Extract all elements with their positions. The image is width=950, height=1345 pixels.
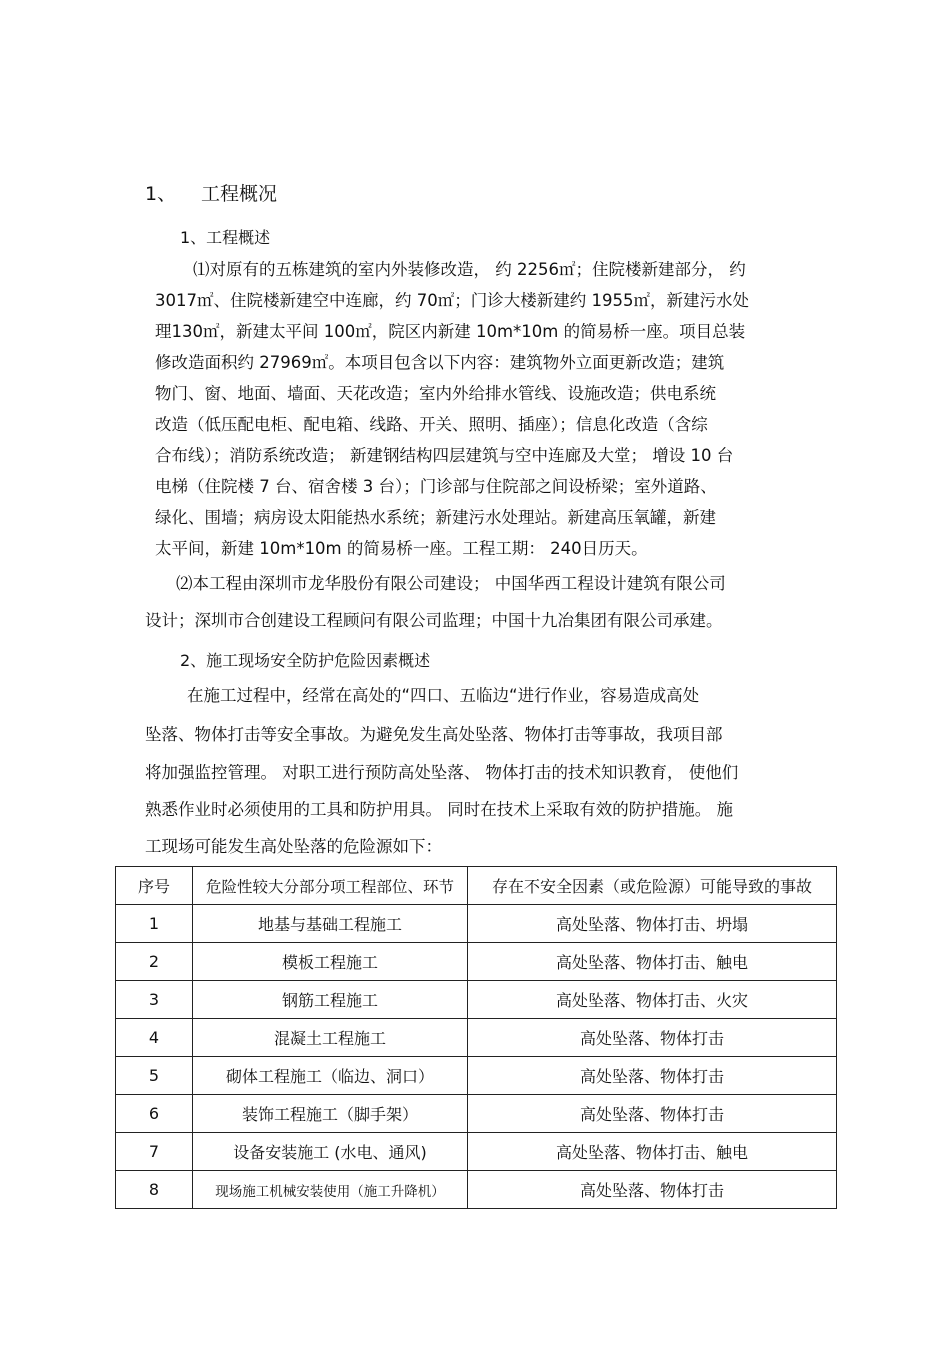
paragraph-line: 修改造面积约 27969㎡。本项目包含以下内容：建筑物外立面更新改造；建筑 [155,353,725,372]
row-index: 6 [116,1095,193,1133]
paragraph-line: ⑵本工程由深圳市龙华股份有限公司建设； 中国华西工程设计建筑有限公司 [176,574,726,593]
row-location: 设备安装施工 (水电、通风) [193,1133,468,1171]
paragraph-line: 将加强监控管理。 对职工进行预防高处坠落、 物体打击的技术知识教育， 使他们 [145,763,739,782]
row-index: 7 [116,1133,193,1171]
section-number: 1、 [145,183,177,205]
header-cell-index: 序号 [116,867,193,905]
row-location: 装饰工程施工（脚手架） [193,1095,468,1133]
paragraph-line: 熟悉作业时必须使用的工具和防护用具。 同时在技术上采取有效的防护措施。 施 [145,800,733,819]
row-hazard: 高处坠落、物体打击 [468,1019,837,1057]
paragraph-line: 电梯（住院楼 7 台、宿舍楼 3 台）；门诊部与住院部之间设桥梁；室外道路、 [155,477,717,496]
row-location: 混凝土工程施工 [193,1019,468,1057]
table-row [116,1057,837,1095]
table-row [116,943,837,981]
table-header-row [116,867,837,905]
row-location: 地基与基础工程施工 [193,905,468,943]
table-row [116,1171,837,1209]
paragraph-line: 太平间，新建 10m*10m 的简易桥一座。工程工期： 240日历天。 [155,539,648,558]
row-hazard: 高处坠落、物体打击、火灾 [468,981,837,1019]
row-hazard: 高处坠落、物体打击、坍塌 [468,905,837,943]
table-row [116,981,837,1019]
row-hazard: 高处坠落、物体打击、触电 [468,1133,837,1171]
row-hazard: 高处坠落、物体打击 [468,1171,837,1209]
paragraph-line: 3017㎡、住院楼新建空中连廊，约 70㎡；门诊大楼新建约 1955㎡，新建污水处 [155,291,749,310]
paragraph-line: 坠落、物体打击等安全事故。为避免发生高处坠落、物体打击等事故，我项目部 [145,725,723,744]
row-index: 2 [116,943,193,981]
row-location: 钢筋工程施工 [193,981,468,1019]
table-row [116,1019,837,1057]
section-heading [145,180,277,208]
header-cell-location: 危险性较大分部分项工程部位、环节 [193,867,468,905]
row-location: 现场施工机械安装使用（施工升降机） [193,1171,468,1209]
paragraph-line: ⑴对原有的五栋建筑的室内外装修改造， 约 2256㎡；住院楼新建部分， 约 [193,260,746,279]
row-location: 模板工程施工 [193,943,468,981]
table-row [116,1133,837,1171]
table-row [116,1095,837,1133]
row-index: 8 [116,1171,193,1209]
subsection-heading-overview: 1、工程概述 [180,228,271,247]
row-index: 5 [116,1057,193,1095]
paragraph-line: 物门、窗、地面、墙面、天花改造；室内外给排水管线、设施改造；供电系统 [155,384,716,403]
row-hazard: 高处坠落、物体打击 [468,1057,837,1095]
paragraph-line: 合布线）；消防系统改造； 新建钢结构四层建筑与空中连廊及大堂； 增设 10 台 [155,446,734,465]
row-index: 4 [116,1019,193,1057]
table-row [116,905,837,943]
paragraph-line: 在施工过程中，经常在高处的“四口、五临边“进行作业，容易造成高处 [187,686,700,705]
paragraph-line: 绿化、围墙；病房设太阳能热水系统；新建污水处理站。新建高压氧罐，新建 [155,508,716,527]
row-location: 砌体工程施工（临边、洞口） [193,1057,468,1095]
row-hazard: 高处坠落、物体打击 [468,1095,837,1133]
row-index: 3 [116,981,193,1019]
subsection-heading-safety: 2、施工现场安全防护危险因素概述 [180,651,431,670]
row-hazard: 高处坠落、物体打击、触电 [468,943,837,981]
paragraph-line: 设计；深圳市合创建设工程顾问有限公司监理；中国十九冶集团有限公司承建。 [145,611,723,630]
paragraph-line: 改造（低压配电柜、配电箱、线路、开关、照明、插座）；信息化改造（含综 [155,415,708,434]
section-title: 工程概况 [201,183,278,205]
paragraph-line: 工现场可能发生高处坠落的危险源如下： [145,837,442,856]
row-index: 1 [116,905,193,943]
paragraph-line: 理130㎡，新建太平间 100㎡，院区内新建 10m*10m 的简易桥一座。项目总装 [155,322,746,341]
hazard-table [115,866,837,1209]
header-cell-hazard: 存在不安全因素（或危险源）可能导致的事故 [468,867,837,905]
